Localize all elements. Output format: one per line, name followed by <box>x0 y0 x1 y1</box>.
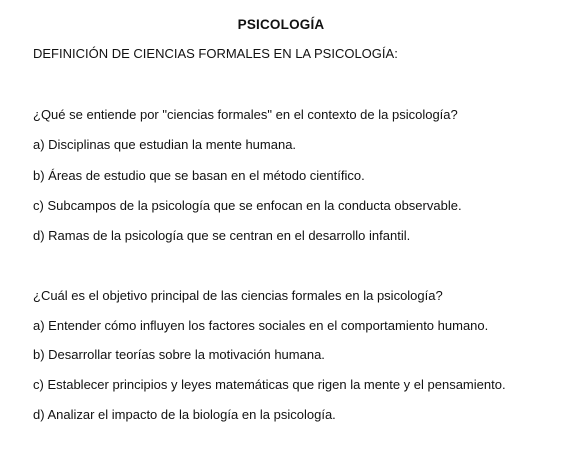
question-1-option-c: c) Subcampos de la psicología que se enfocan en la conducta observable. <box>33 198 462 213</box>
question-2-option-b: b) Desarrollar teorías sobre la motivación humana. <box>33 347 325 362</box>
document-title: PSICOLOGÍA <box>237 17 325 32</box>
question-1-text: ¿Qué se entiende por "ciencias formales" en el contexto de la psicología? <box>33 107 458 122</box>
question-2-option-d: d) Analizar el impacto de la biología en la psicología. <box>33 407 336 422</box>
section-heading: DEFINICIÓN DE CIENCIAS FORMALES EN LA PSICOLOGÍA: <box>33 46 398 61</box>
question-2-option-a: a) Entender cómo influyen los factores sociales en el comportamiento humano. <box>33 318 489 333</box>
question-2-option-c: c) Establecer principios y leyes matemáticas que rigen la mente y el pensamiento. <box>33 377 506 392</box>
question-1-option-a: a) Disciplinas que estudian la mente humana. <box>33 137 297 152</box>
question-2-text: ¿Cuál es el objetivo principal de las ciencias formales en la psicología? <box>33 288 443 303</box>
question-1-option-b: b) Áreas de estudio que se basan en el método científico. <box>33 168 365 183</box>
question-1-option-d: d) Ramas de la psicología que se centran en el desarrollo infantil. <box>33 228 411 243</box>
